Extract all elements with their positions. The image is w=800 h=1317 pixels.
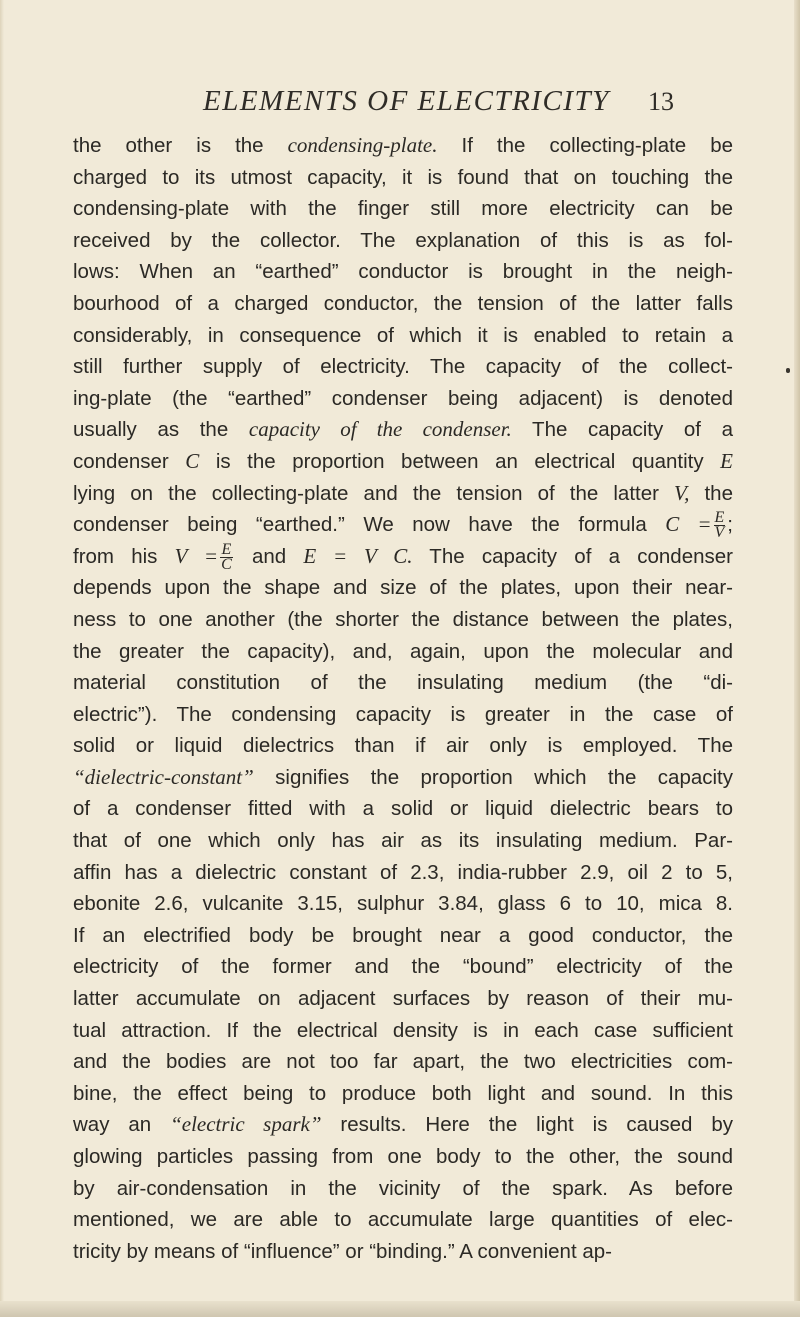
math-symbol: C [185, 448, 200, 473]
text-line: “dielectric-constant” signifies the proportion which the capacity [73, 764, 733, 789]
text-line: of a condenser fitted with a solid or liquid dielectric bears to [73, 797, 733, 821]
margin-mark [786, 368, 790, 373]
math-symbol: E [720, 448, 733, 473]
text-line: tricity by means of “influence” or “binding.” A convenient ap- [73, 1239, 612, 1263]
fraction-numerator: E [714, 509, 725, 527]
fraction [220, 540, 233, 573]
fraction [714, 511, 726, 540]
text-line: received by the collector. The explanation of this is as fol- [73, 228, 733, 252]
text-line: way an “electric spark” results. Here the light is caused by [73, 1112, 734, 1137]
text-line: still further supply of electricity. The capacity of the collect- [73, 355, 733, 379]
text-line: by air-condensation in the vicinity of the spark. As before [73, 1176, 733, 1200]
page-edge-left [0, 0, 4, 1317]
italic-term: “dielectric-constant” [73, 764, 254, 789]
fraction-denominator: C [221, 555, 232, 573]
text-line: usually as the capacity of the condenser. The capacity of a [73, 417, 733, 442]
math-formula: E = V C. [303, 543, 413, 568]
text-line: from his V = $\frac{E}{C}$ and E = V C. The capacity of a condenser [73, 540, 733, 573]
italic-term: “electric spark” [170, 1112, 322, 1137]
text-line: ebonite 2.6, vulcanite 3.15, sulphur 3.84, glass 6 to 10, mica 8. [73, 892, 733, 916]
text-line: charged to its utmost capacity, it is found that on touching the [73, 165, 733, 189]
text-line: condenser being “earthed.” We now have the formula C = $\frac{E}{V}$ ; [73, 509, 733, 542]
text-line: electricity of the former and the “bound” electricity of the [73, 955, 733, 979]
text-line: affin has a dielectric constant of 2.3, india-rubber 2.9, oil 2 to 5, [73, 860, 733, 884]
text-line: condenser C is the proportion between an electrical quantity E [73, 448, 733, 473]
text-line: depends upon the shape and size of the plates, upon their near- [73, 576, 733, 600]
text-line: solid or liquid dielectrics than if air only is employed. The [73, 734, 733, 758]
page-edge-right [794, 0, 800, 1317]
text-line: considerably, in consequence of which it is enabled to retain a [73, 323, 733, 347]
text-line: the greater the capacity), and, again, upon the molecular and [73, 639, 733, 663]
page-number: 13 [648, 87, 674, 116]
text-line: bourhood of a charged conductor, the tension of the latter falls [73, 291, 733, 315]
text-line: that of one which only has air as its insulating medium. Par- [73, 829, 733, 853]
text-line: ing-plate (the “earthed” condenser being adjacent) is denoted [73, 386, 733, 410]
fraction-numerator: E [221, 540, 232, 558]
text-line: lows: When an “earthed” conductor is brought in the neigh- [73, 260, 733, 284]
body-text [73, 130, 733, 1267]
text-line: latter accumulate on adjacent surfaces by reason of their mu- [73, 987, 733, 1011]
italic-term: condensing-plate. [287, 133, 438, 157]
text-line: mentioned, we are able to accumulate large quantities of elec- [73, 1208, 733, 1232]
text-line: the other is the condensing-plate. If the collecting-plate be [73, 133, 734, 157]
page-header [0, 85, 800, 125]
math-formula: V = [174, 543, 219, 568]
math-symbol: V, [674, 480, 690, 505]
italic-term: capacity of the condenser. [248, 417, 512, 442]
fraction-denominator: V [714, 524, 725, 542]
page-bottom-edge [0, 1301, 800, 1317]
text-line: bine, the effect being to produce both light and sound. In this [73, 1081, 733, 1105]
math-formula: C = [665, 512, 712, 537]
text-line: electric”). The condensing capacity is greater in the case of [73, 702, 733, 726]
text-line: glowing particles passing from one body to the other, the sound [73, 1145, 733, 1168]
running-head: ELEMENTS OF ELECTRICITY [203, 85, 610, 117]
text-line: material constitution of the insulating medium (the “di- [73, 671, 733, 695]
text-line: If an electrified body be brought near a good conductor, the [73, 923, 733, 947]
text-line: condensing-plate with the finger still more electricity can be [73, 197, 733, 221]
text-line: lying on the collecting-plate and the tension of the latter V, the [73, 480, 733, 505]
text-line: and the bodies are not too far apart, the two electricities com- [73, 1050, 733, 1074]
text-line: ness to one another (the shorter the distance between the plates, [73, 607, 733, 631]
text-line: tual attraction. If the electrical density is in each case sufficient [73, 1018, 733, 1042]
